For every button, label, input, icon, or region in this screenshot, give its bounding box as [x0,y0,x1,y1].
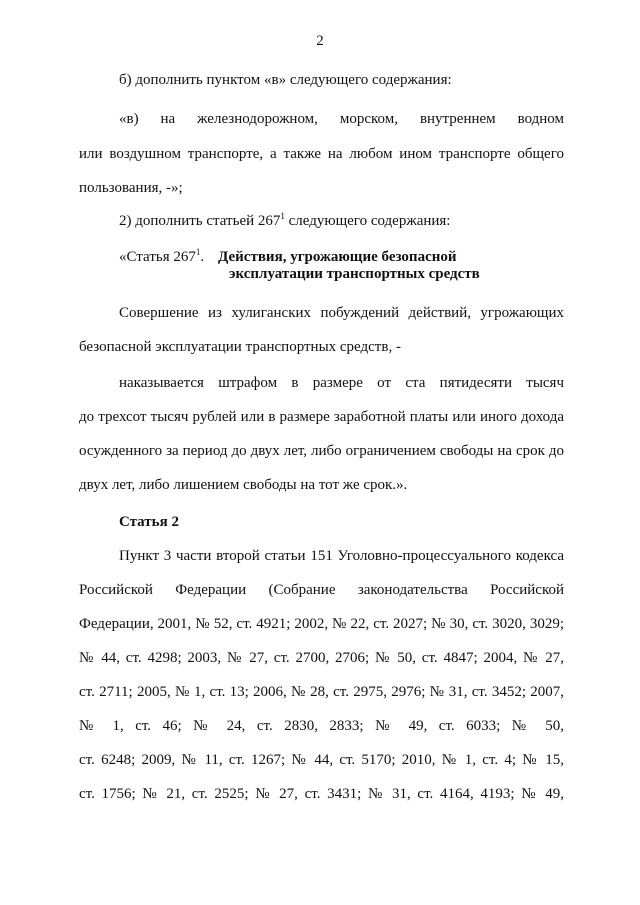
article-2-heading: Статья 2 [119,514,179,530]
art2-word: Российской [79,582,153,598]
art2-line-7: ст. 6248; 2009, № 11, ст. 1267; № 44, ст. 5170; 2010, № 1, ст. 4; № 15, [79,752,564,768]
punish-line-3: осужденного за период до двух лет, либо ограничением свободы на срок до [79,443,564,459]
art2-line-4: № 44, ст. 4298; 2003, № 27, ст. 2700, 2706; № 50, ст. 4847; 2004, № 27, [79,650,564,666]
item-v-word: внутреннем [419,111,496,127]
art2-word: (Собрание [268,582,336,598]
punish-line-2: до трехсот тысяч рублей или в размере заработной платы или иного дохода [79,409,564,425]
act-line-2: безопасной эксплуатации транспортных средств, - [79,339,401,355]
item-v-word: «в) [119,111,139,127]
art2-line-8: ст. 1756; № 21, ст. 2525; № 27, ст. 3431; № 31, ст. 4164, 4193; № 49, [79,786,564,802]
item-v-line-2: или воздушном транспорте, а также на любом ином транспорте общего [79,146,564,162]
superscript: 1 [280,211,285,221]
amendment-2: 2) дополнить статьей $267^1$ следующего содержания: [119,211,451,229]
art2-word: Российской [490,582,565,598]
art2-word: законодательства [357,582,468,598]
article-267-title-line-1: Действия, угрожающие безопасной [218,249,457,265]
punish-line-4: двух лет, либо лишением свободы на тот же срок.». [79,477,408,493]
art2-line-3: Федерации, 2001, № 52, ст. 4921; 2002, № 22, ст. 2027; № 30, ст. 3020, 3029; [79,616,564,632]
art2-line-6: № 1, ст. 46; № 24, ст. 2830, 2833; № 49, ст. 6033; № 50, [79,718,564,734]
item-v-word: водном [517,111,565,127]
item-v-line-1 [119,109,564,129]
art2-line-1: Пункт 3 части второй статьи 151 Уголовно-процессуального кодекса [119,548,564,564]
amendment-b: б) дополнить пунктом «в» следующего содержания: [119,72,452,88]
punish-line-1: наказывается штрафом в размере от ста пятидесяти тысяч [119,375,564,391]
art2-line-5: ст. 2711; 2005, № 1, ст. 13; 2006, № 28, ст. 2975, 2976; № 31, ст. 3452; 2007, [79,684,564,700]
art2-word: Федерации [175,582,247,598]
art2-line-2 [79,580,564,600]
superscript: 1 [195,247,201,257]
item-v-word: морском, [339,111,398,127]
item-v-word: на [160,111,176,127]
page-number: 2 [316,33,324,49]
article-267-title-line-2: эксплуатации транспортных средств [229,266,480,282]
article-267-label: «Статья $267^1$. [119,247,205,265]
item-v-word: железнодорожном, [197,111,318,127]
act-line-1: Совершение из хулиганских побуждений действий, угрожающих [119,305,564,321]
item-v-line-3: пользования, -»; [79,180,183,196]
